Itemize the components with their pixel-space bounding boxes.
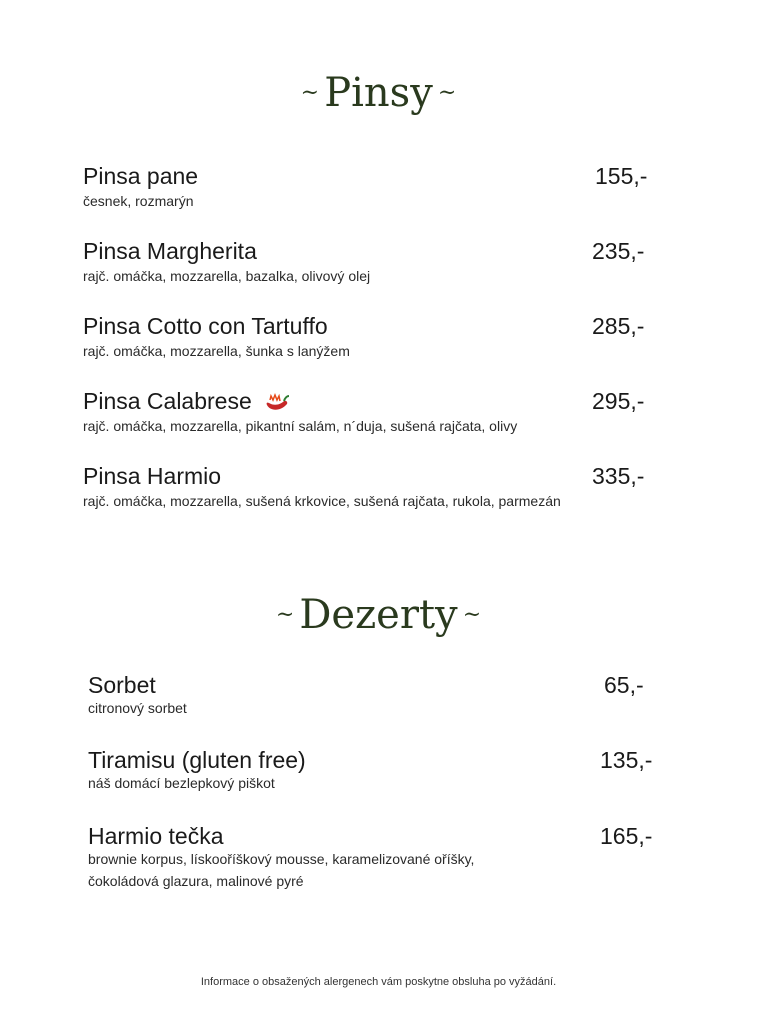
- tilde-right: ~: [437, 80, 457, 106]
- item-price: 135,-: [600, 747, 653, 773]
- section-title-dezerty: [0, 592, 757, 638]
- tilde-right: ~: [462, 602, 482, 628]
- item-price: 235,-: [592, 238, 645, 264]
- item-description: rajč. omáčka, mozzarella, sušená krkovice, sušená rajčata, rukola, parmezán: [83, 493, 561, 509]
- item-name: Pinsa Calabrese: [83, 388, 252, 414]
- item-description-line: čokoládová glazura, malinové pyré: [88, 873, 304, 889]
- item-description: rajč. omáčka, mozzarella, pikantní salám, n´duja, sušená rajčata, olivy: [83, 418, 518, 434]
- item-description: [88, 848, 608, 892]
- section-heading-dezerty: Dezerty: [299, 592, 458, 638]
- tilde-left: ~: [275, 602, 295, 628]
- item-name: Pinsa Margherita: [83, 238, 257, 264]
- item-name: Pinsa Cotto con Tartuffo: [83, 313, 328, 339]
- item-description: rajč. omáčka, mozzarella, šunka s lanýžem: [83, 343, 350, 359]
- item-price: 65,-: [604, 672, 644, 698]
- allergen-note: Informace o obsažených alergenech vám poskytne obsluha po vyžádání.: [200, 976, 557, 988]
- item-description: náš domácí bezlepkový piškot: [88, 775, 275, 791]
- item-price: 155,-: [595, 163, 648, 189]
- tilde-left: ~: [300, 80, 320, 106]
- item-description: citronový sorbet: [88, 700, 187, 716]
- item-name: Tiramisu (gluten free): [88, 747, 306, 773]
- item-name: Pinsa pane: [83, 163, 199, 189]
- section-heading-pinsy: Pinsy: [324, 70, 433, 116]
- item-name: Harmio tečka: [88, 823, 224, 849]
- item-price: 295,-: [592, 388, 645, 414]
- item-price: 285,-: [592, 313, 645, 339]
- item-name: Sorbet: [88, 672, 156, 698]
- item-description: česnek, rozmarýn: [83, 193, 194, 209]
- item-description: rajč. omáčka, mozzarella, bazalka, olivový olej: [83, 268, 371, 284]
- item-name: Pinsa Harmio: [83, 463, 222, 489]
- section-title-pinsy: [0, 70, 757, 116]
- item-price: 335,-: [592, 463, 645, 489]
- item-name-row: [83, 388, 290, 415]
- chili-pepper-icon: [264, 391, 290, 413]
- item-price: 165,-: [600, 823, 653, 849]
- item-description-line: brownie korpus, lískooříškový mousse, karamelizované oříšky,: [88, 851, 475, 867]
